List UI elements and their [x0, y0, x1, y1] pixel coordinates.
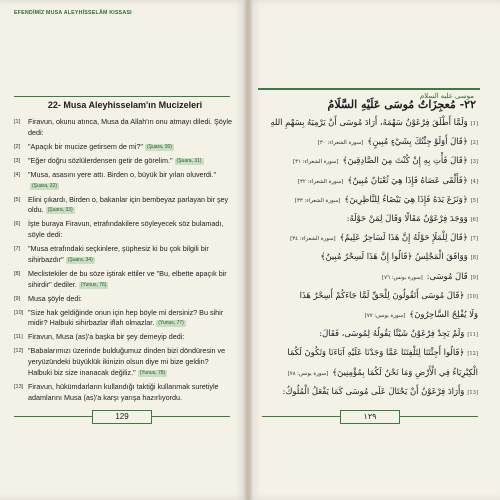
arabic-line [264, 210, 478, 229]
entry-number: [9] [14, 295, 21, 302]
book-gutter [244, 0, 252, 500]
verse-reference: [سورة الشعراء: ٣٠] [317, 140, 364, 147]
divider [14, 96, 230, 97]
section-title: ٢٢- مُعجِزَاتُ مُوسَى عَلَيْهِ السَّلَامُ [327, 98, 476, 111]
entry-text: Elini çıkardı, Birden o, bakanlar için bembeyaz parlayan bir şey oldu. [28, 194, 229, 215]
arabic-text: وَوَافَقَ الْمَجْلِسُ ﴿قَالُوا إِنَّ هَذَا لَسِحْرٌ مُبِينٌ﴾ [320, 251, 468, 262]
entry-number: [8] [14, 270, 21, 277]
arabic-text: ﴿قَالَ مُوسَى أَتَقُولُونَ لِلْحَقِّ لَمَّا جَاءَكُمْ أَسِحْرٌ هَذَا [299, 289, 465, 300]
paragraph-entry [14, 195, 232, 217]
section-title: 22- Musa Aleyhisselam'ın Mucizeleri [47, 100, 203, 110]
entry-number: [5] [14, 196, 21, 203]
entry-number: [13] [467, 389, 478, 396]
paragraph-entry [14, 117, 232, 139]
arabic-text: ﴿قَالَ لِلْمَلَإِ حَوْلَهُ إِنَّ هَذَا لَسَاحِرٌ عَلِيمٌ﴾ [339, 232, 468, 243]
arabic-text: ﴿قَالَ فَأْتِ بِهِ إِنْ كُنْتَ مِنَ الصَّادِقِينَ﴾ [342, 155, 468, 166]
entry-number: [7] [14, 246, 21, 253]
paragraph-entry [14, 382, 232, 404]
paragraph-entry [14, 269, 232, 291]
verse-reference: [سورة الشعراء: ٣٢] [297, 178, 344, 185]
paragraph-entry [14, 332, 232, 343]
entry-text: "Babalarımızı üzerinde bulduğumuz dinden bizi döndüresin ve yeryüzündeki büyüklük ikinizin olsun diye mi bize geldin? Halbuki biz size inanacak değiliz." [28, 346, 226, 377]
page-number: ١٢٩ [340, 410, 400, 424]
entry-number: [8] [470, 255, 478, 262]
arabic-text: الْكِبْرِيَاءُ فِي الْأَرْضِ وَمَا نَحْنُ لَكُمَا بِمُؤْمِنِينَ﴾ [332, 366, 478, 377]
verse-reference: [سورة يونس: ٧٨] [287, 370, 329, 377]
running-header: EFENDİMİZ MUSA ALEYHİSSELÂM KISSASI [14, 10, 132, 16]
arabic-text: وَأَرَادَ فِرْعَوْنُ أَنْ يَحْتَالَ عَلَى مُوسَى كَمَا يَفْعَلُ الْمُلُوكُ: [282, 385, 465, 396]
verse-reference: [سورة الشعراء: ٣٤] [290, 236, 336, 243]
entry-number: [13] [14, 383, 24, 390]
verse-reference: (Yunus, 77) [158, 320, 184, 327]
arabic-line [264, 383, 478, 402]
verse-reference: [سورة يونس: ٧٦] [382, 274, 423, 281]
entry-number: [12] [467, 351, 478, 358]
paragraph-entry [14, 294, 232, 305]
verse-reference: (Yunus, 76) [80, 281, 107, 288]
entry-number: [4] [470, 178, 478, 185]
entry-number: [1] [470, 121, 478, 127]
entry-number: [12] [14, 348, 24, 355]
arabic-line [264, 268, 478, 287]
entry-number: [11] [14, 334, 23, 341]
paragraph-entry [14, 170, 232, 192]
verse-reference: (Şuara, 33) [47, 207, 73, 214]
arabic-text: وَلَمَّا أَطْلَقَ فِرْعَوْنُ سَهْمَهُ، أَرَادَ مُوسَى أَنْ يَرْمِيَهُ بِسَهْمِ اللهِ [270, 117, 468, 127]
arabic-text: ﴿قَالَ أَوَلَوْ جِئْتُكَ بِشَيْءٍ مُبِينٍ﴾ [367, 136, 468, 147]
entry-number: [4] [14, 171, 21, 178]
entries-list [14, 117, 232, 407]
arabic-line [264, 364, 478, 383]
entry-text: "Musa, asasını yere attı. Birden o, büyük bir yılan oluverdi." [28, 169, 217, 179]
verse-reference: (Şuara, 30) [146, 143, 172, 150]
verse-reference: (Şuara, 32) [32, 182, 58, 189]
verse-reference: [سورة الشعراء: ٣٣] [294, 197, 341, 204]
entry-number: [3] [14, 157, 21, 164]
verse-reference: [سورة يونس: ٧٧] [364, 313, 406, 320]
verse-reference: (Şuara, 31) [176, 157, 202, 164]
arabic-line [264, 287, 478, 306]
paragraph-entry [14, 142, 232, 153]
arabic-line [264, 172, 478, 191]
entry-number: [6] [14, 221, 21, 228]
entry-text: Musa şöyle dedi: [28, 293, 82, 303]
arabic-text-block [264, 114, 478, 402]
entry-text: Meclistekiler de bu söze iştirak ettiler ve "Bu, elbette apaçık bir sihirdir" dediler. [28, 268, 227, 289]
paragraph-entry [14, 156, 232, 167]
entry-text: Firavun, Musa (as)'a başka bir şey demeyip dedi: [28, 332, 185, 342]
entry-number: [10] [467, 293, 478, 300]
entry-number: [2] [14, 143, 21, 150]
left-page [0, 0, 248, 500]
paragraph-entry [14, 244, 232, 266]
verse-reference: (Yunus, 78) [139, 370, 166, 376]
verse-reference: [سورة الشعراء: ٣١] [292, 159, 339, 166]
entry-number: [10] [14, 309, 24, 316]
entry-number: [6] [470, 217, 478, 224]
arabic-line [264, 344, 478, 363]
paragraph-entry [14, 308, 232, 330]
entry-text: "Musa etrafındaki seçkinlere, şüphesiz ki bu çok bilgili bir sihirbazdır" [28, 244, 209, 264]
divider [258, 88, 480, 90]
arabic-line [264, 248, 478, 267]
arabic-line [264, 133, 478, 152]
entry-number: [2] [470, 140, 478, 147]
arabic-line [264, 325, 478, 344]
entry-number: [7] [470, 236, 478, 243]
paragraph-entry [14, 346, 232, 378]
entry-text: "Apaçık bir mucize getirsem de mi?" [28, 141, 143, 151]
right-page [248, 0, 500, 500]
verse-reference: (Şuara, 34) [67, 256, 93, 263]
entry-number: [11] [467, 332, 478, 339]
arabic-line [264, 306, 478, 325]
paragraph-entry [14, 219, 232, 241]
arabic-text: ﴿فَأَلْقَى عَصَاهُ فَإِذَا هِيَ ثُعْبَانٌ مُبِينٌ﴾ [347, 174, 468, 185]
running-header: موسى عليه السلام [419, 93, 474, 100]
entry-text: "Eğer doğru sözlülerdensen getir de görelim." [28, 155, 173, 165]
arabic-line [264, 191, 478, 210]
arabic-line [264, 229, 478, 248]
entry-text: Firavun, okunu atınca, Musa da Allah'ın onu atmayı diledi. Şöyle dedi: [28, 117, 232, 137]
arabic-text: وَلَا يُفْلِحُ السَّاحِرُونَ﴾ [409, 309, 478, 320]
arabic-line [264, 152, 478, 171]
arabic-line [264, 114, 478, 133]
entry-number: [1] [14, 119, 21, 125]
page-number: 129 [92, 410, 152, 424]
entry-text: İşte buraya Firavun, etrafındakilere söyleyecek söz bulamadı, söyle dedi: [28, 219, 224, 240]
arabic-text: وَوَجَدَ فِرْعَوْنُ مَقَالًا وَقَالَ لِمَنْ حَوْلَهُ: [346, 213, 468, 224]
arabic-text: ﴿قَالُوا أَجِئْتَنَا لِتَلْفِتَنَا عَمَّا وَجَدْنَا عَلَيْهِ آبَاءَنَا وَتَكُونَ لَكُمَا [287, 347, 465, 358]
arabic-text: وَلَمْ يَجِدْ فِرْعَوْنُ شَيْئًا يَقُولُهُ لِمُوسَى، فَقَالَ: [319, 328, 465, 339]
entry-text: Firavun, hükümdarların kullandığı taktiği kullanmak suretiyle adamlarını Musa (as)'a karşı yarışa hazırlıyordu. [28, 381, 219, 402]
arabic-text: ﴿وَنَزَعَ يَدَهُ فَإِذَا هِيَ بَيْضَاءُ لِلنَّاظِرِينَ﴾ [344, 193, 468, 204]
entry-number: [5] [470, 197, 478, 204]
entry-text: "Size hak geldiğinde onun için hep böyle mi dersiniz? Bu sihir midir? Halbuki sihirbazlar iflah olmazlar. [28, 307, 224, 328]
arabic-text: قَالَ مُوسَى: [426, 270, 468, 281]
entry-number: [3] [470, 159, 478, 166]
entry-number: [9] [470, 274, 478, 281]
